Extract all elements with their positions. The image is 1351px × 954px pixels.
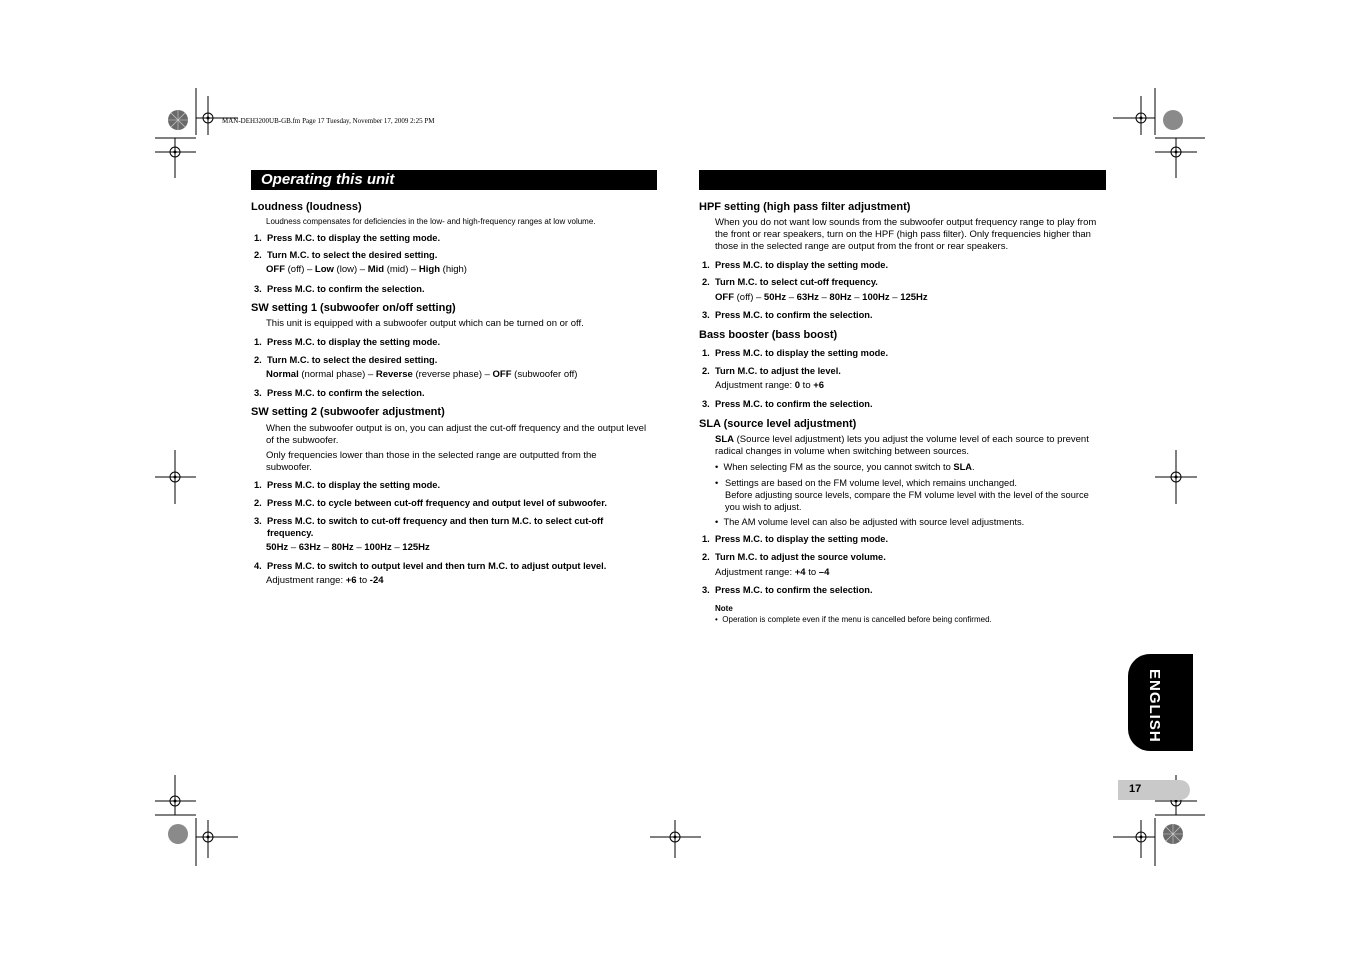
sw1-step-1: 1. Press M.C. to display the setting mode.	[254, 337, 441, 347]
hpf-step-3: 3. Press M.C. to confirm the selection.	[702, 310, 873, 320]
bass-step-3: 3. Press M.C. to confirm the selection.	[702, 399, 873, 409]
hpf-step-1: 1. Press M.C. to display the setting mode.	[702, 260, 889, 270]
sw2-frequencies: 50Hz – 63Hz – 80Hz – 100Hz – 125Hz	[266, 542, 430, 553]
loudness-step-2: 2. Turn M.C. to select the desired setting.	[254, 250, 438, 260]
sla-bullet-3: • The AM volume level can also be adjusted with source level adjustments.	[715, 517, 1025, 527]
right-title-bar	[699, 170, 1106, 190]
sw2-desc-1: When the subwoofer output is on, you can adjust the cut-off frequency and the output level of the subwoofer.	[266, 423, 647, 446]
loudness-step-1: 1. Press M.C. to display the setting mode.	[254, 233, 441, 243]
sla-step-3: 3. Press M.C. to confirm the selection.	[702, 585, 873, 595]
bass-step-2: 2. Turn M.C. to adjust the level.	[702, 366, 841, 376]
sw1-desc: This unit is equipped with a subwoofer output which can be turned on or off.	[266, 318, 584, 329]
loudness-options: OFF (off) – Low (low) – Mid (mid) – High (high)	[266, 264, 467, 275]
sw1-heading: SW setting 1 (subwoofer on/off setting)	[251, 302, 456, 314]
sla-bullet-2: • Settings are based on the FM volume level, which remains unchanged. Before adjusting source levels, compare the FM volume level with the level of the source you wish to adjust.	[715, 478, 1089, 512]
sla-step-1: 1. Press M.C. to display the setting mode.	[702, 534, 889, 544]
sla-step-2: 2. Turn M.C. to adjust the source volume.	[702, 552, 886, 562]
sla-adjustment-range: Adjustment range: +4 to –4	[715, 567, 830, 578]
hpf-heading: HPF setting (high pass filter adjustment)	[699, 201, 911, 213]
bass-step-1: 1. Press M.C. to display the setting mode.	[702, 348, 889, 358]
section-title: Operating this unit	[261, 171, 395, 188]
note-text: • Operation is complete even if the menu is cancelled before being confirmed.	[715, 615, 992, 624]
sw2-heading: SW setting 2 (subwoofer adjustment)	[251, 406, 445, 418]
sw2-step-4: 4. Press M.C. to switch to output level and then turn M.C. to adjust output level.	[254, 561, 607, 571]
language-tab-label: ENGLISH	[1146, 669, 1163, 743]
sla-bullet-1: • When selecting FM as the source, you cannot switch to SLA.	[715, 462, 975, 472]
loudness-step-3: 3. Press M.C. to confirm the selection.	[254, 284, 425, 294]
sw1-step-2: 2. Turn M.C. to select the desired setting.	[254, 355, 438, 365]
hpf-desc: When you do not want low sounds from the subwoofer output frequency range to play from the front or rear speakers, turn on the HPF (high pass filter). Only frequencies higher than those in the selected range are output from the front or rear speakers.	[715, 217, 1097, 252]
file-header: MAN-DEH3200UB-GB.fm Page 17 Tuesday, November 17, 2009 2:25 PM	[222, 117, 435, 125]
sw1-step-3: 3. Press M.C. to confirm the selection.	[254, 388, 425, 398]
sw2-desc-2: Only frequencies lower than those in the selected range are outputted from the subwoofer.	[266, 450, 597, 473]
language-tab	[1128, 654, 1193, 751]
note-heading: Note	[715, 604, 733, 613]
page-number-badge	[1118, 780, 1190, 800]
loudness-desc: Loudness compensates for deficiencies in the low- and high-frequency ranges at low volume.	[266, 217, 596, 226]
sw1-options: Normal (normal phase) – Reverse (reverse phase) – OFF (subwoofer off)	[266, 369, 578, 380]
loudness-heading: Loudness (loudness)	[251, 201, 362, 213]
bass-adjustment-range: Adjustment range: 0 to +6	[715, 380, 825, 391]
page-number: 17	[1129, 783, 1142, 795]
sw2-adjustment-range: Adjustment range: +6 to -24	[266, 575, 384, 586]
bass-heading: Bass booster (bass boost)	[699, 329, 838, 341]
hpf-step-2: 2. Turn M.C. to select cut-off frequency.	[702, 277, 878, 287]
section-title-bar	[251, 170, 657, 190]
sla-desc: SLA (Source level adjustment) lets you adjust the volume level of each source to prevent radical changes in volume when switching between sources.	[715, 434, 1089, 457]
sla-heading: SLA (source level adjustment)	[699, 418, 857, 430]
sw2-step-1: 1. Press M.C. to display the setting mode.	[254, 480, 441, 490]
hpf-options: OFF (off) – 50Hz – 63Hz – 80Hz – 100Hz – 125Hz	[715, 292, 928, 303]
sw2-step-2: 2. Press M.C. to cycle between cut-off frequency and output level of subwoofer.	[254, 498, 607, 508]
sw2-step-3: 3. Press M.C. to switch to cut-off frequency and then turn M.C. to select cut-off frequency.	[254, 516, 604, 538]
